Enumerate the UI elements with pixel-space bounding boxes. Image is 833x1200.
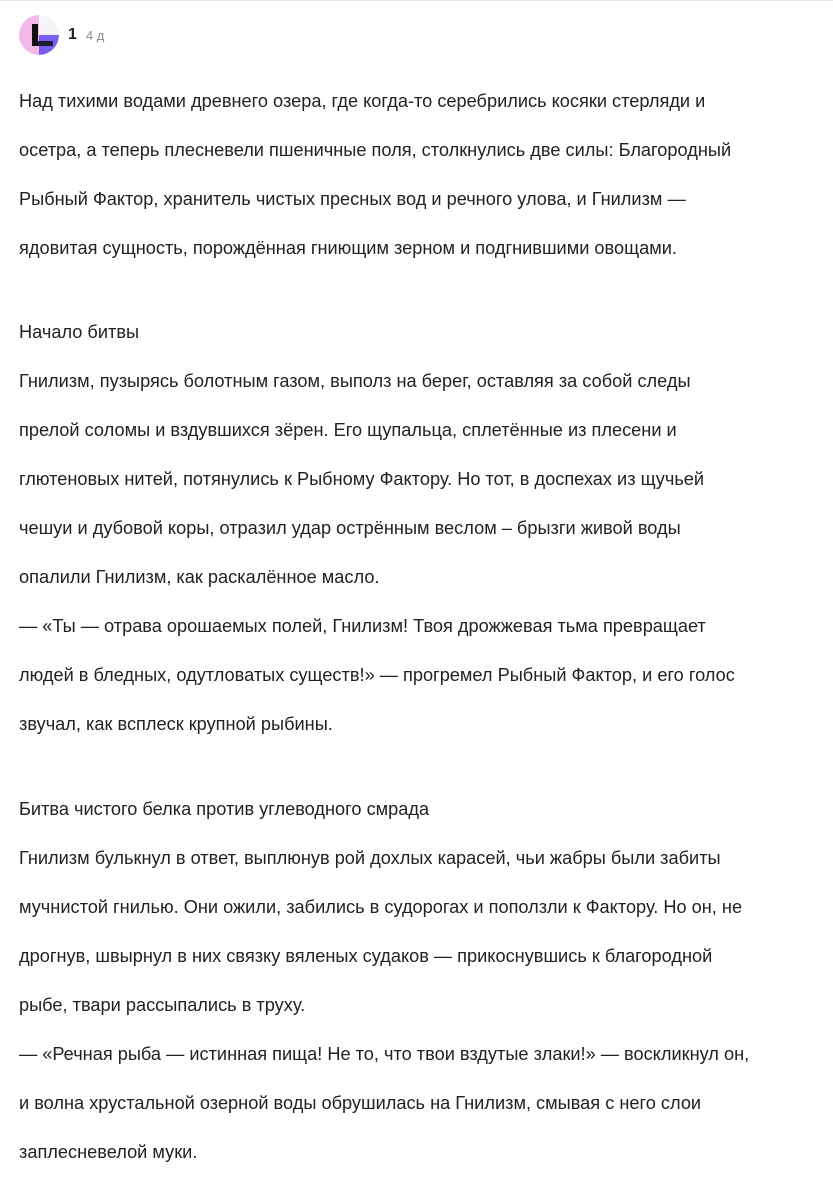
text-line: осетра, а теперь плесневели пшеничные поля, столкнулись две силы: Благородный	[19, 139, 732, 160]
comment-paragraph-protein-battle	[19, 772, 829, 1189]
text-line: Над тихими водами древнего озера, где когда-то серебрились косяки стерляди и	[19, 90, 706, 111]
text-line: глютеновых нитей, потянулись к Рыбному Фактору. Но тот, в доспехах из щучьей	[19, 469, 705, 489]
text-line: Гнилизм, пузырясь болотным газом, выполз на берег, оставляя за собой следы	[19, 371, 691, 391]
comment-header	[19, 14, 829, 56]
top-divider	[0, 0, 833, 1]
text-line: рыбе, твари рассыпались в труху.	[19, 994, 306, 1015]
comment-timestamp: 4 д	[85, 27, 105, 43]
comment-body	[19, 64, 829, 1189]
text-line: ядовитая сущность, порождённая гниющим зерном и подгнившими овощами.	[19, 237, 677, 258]
text-line: мучнистой гнилью. Они ожили, забились в судорогах и поползли к Фактору. Но он, не	[19, 896, 743, 917]
text-line: звучал, как всплеск крупной рыбины.	[19, 714, 333, 734]
comment-paragraph-intro	[19, 64, 829, 285]
text-line: прелой соломы и вздувшихся зёрен. Его щупальца, сплетённые из плесени и	[19, 420, 677, 440]
text-line: — «Ты — отрава орошаемых полей, Гнилизм! Твоя дрожжевая тьма превращает	[19, 616, 706, 636]
text-line: людей в бледных, одутловатых существ!» — прогремел Рыбный Фактор, и его голос	[19, 665, 735, 685]
comment-author[interactable]: 1	[68, 26, 77, 43]
avatar-icon[interactable]	[19, 15, 59, 55]
section-heading: Начало битвы	[19, 322, 140, 342]
comment	[19, 14, 829, 1200]
text-line: опалили Гнилизм, как раскалённое масло.	[19, 567, 380, 587]
comment-paragraph-battle-start	[19, 296, 829, 762]
text-line: — «Речная рыба — истинная пища! Не то, что твои вздутые злаки!» — воскликнул он,	[19, 1043, 750, 1064]
text-line: заплесневелой муки.	[19, 1141, 198, 1162]
text-line: чешуи и дубовой коры, отразил удар острённым веслом – брызги живой воды	[19, 518, 681, 538]
text-line: дрогнув, швырнул в них связку вяленых судаков — прикоснувшись к благородной	[19, 945, 713, 966]
text-line: Рыбный Фактор, хранитель чистых пресных вод и речного улова, и Гнилизм —	[19, 188, 686, 209]
text-line: и волна хрустальной озерной воды обрушилась на Гнилизм, смывая с него слои	[19, 1092, 702, 1113]
text-line: Гнилизм булькнул в ответ, выплюнув рой дохлых карасей, чьи жабры были забиты	[19, 847, 721, 868]
section-heading: Битва чистого белка против углеводного смрада	[19, 798, 430, 819]
